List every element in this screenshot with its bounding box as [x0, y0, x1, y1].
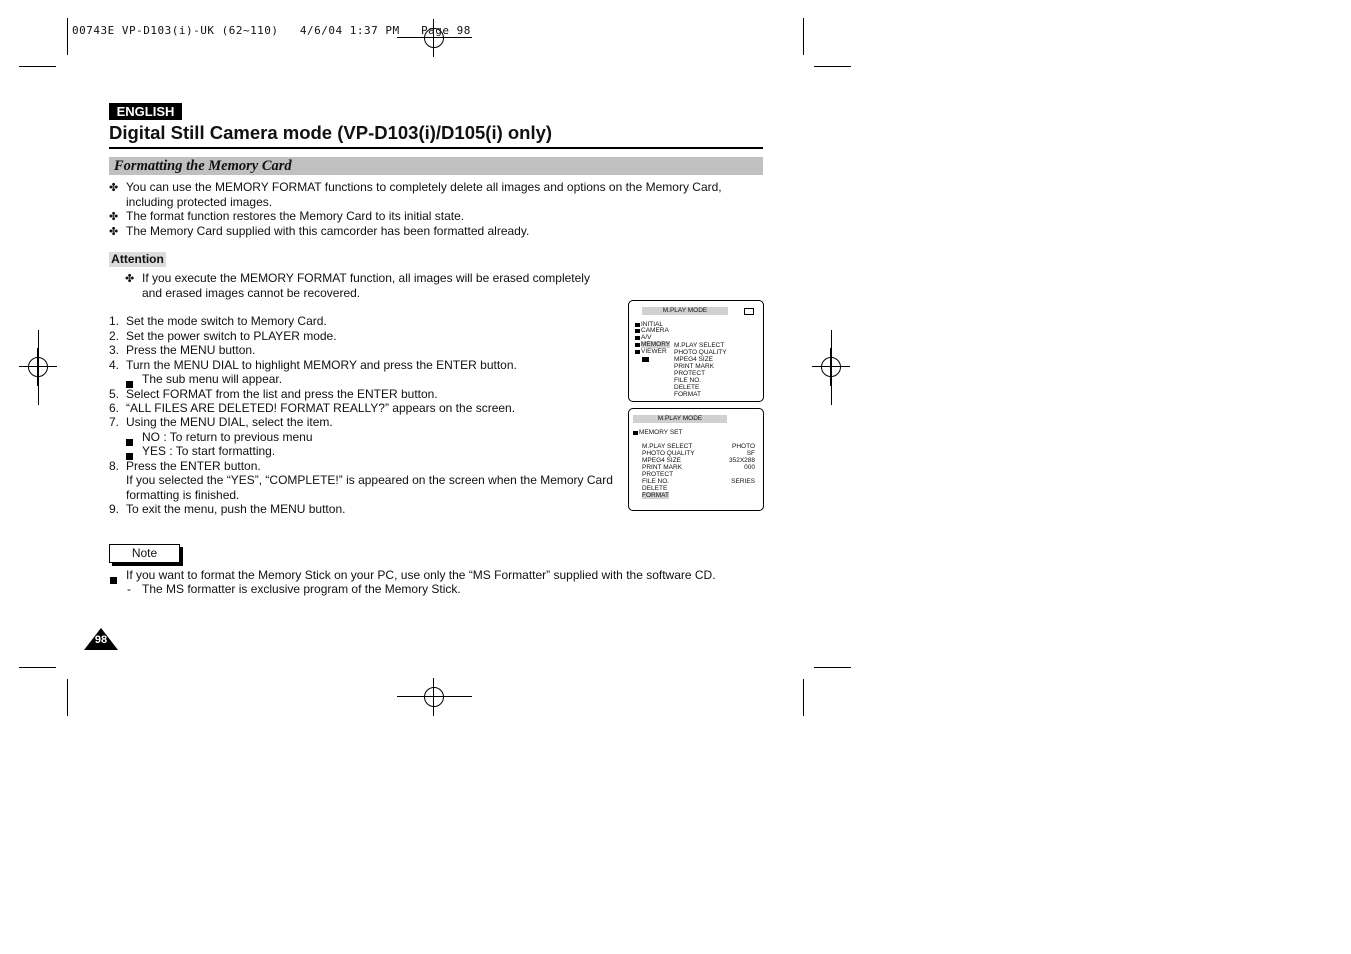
setting-label: FILE NO.	[642, 478, 670, 485]
menu-icon	[633, 431, 638, 435]
crop-mark	[397, 696, 472, 697]
note-dash: -	[127, 582, 131, 596]
crop-mark	[397, 37, 472, 38]
memory-set-screen-illustration	[628, 408, 764, 511]
setting-value: 000	[744, 464, 755, 471]
setting-label: M.PLAY SELECT	[642, 443, 693, 450]
crop-mark	[803, 18, 804, 55]
registration-mark	[415, 678, 453, 716]
step-number: 3.	[109, 343, 120, 357]
submenu-item: PROTECT	[674, 370, 706, 377]
menu-item: INITIAL	[641, 321, 664, 328]
submenu-item: FILE NO.	[674, 377, 702, 384]
setting-label-selected: FORMAT	[642, 492, 669, 499]
section-title: Formatting the Memory Card	[114, 158, 292, 174]
step-text: If you selected the “YES”, “COMPLETE!” is appeared on the screen when the Memory Card	[126, 473, 613, 487]
step-text: Press the ENTER button.	[126, 459, 261, 473]
submenu-item: PHOTO QUALITY	[674, 349, 727, 356]
step-text: Press the MENU button.	[126, 343, 256, 357]
setting-value: SERIES	[731, 478, 755, 485]
crop-mark	[831, 330, 832, 405]
step-text: formatting is finished.	[126, 488, 240, 502]
step-number: 7.	[109, 415, 120, 429]
step-text: Set the mode switch to Memory Card.	[126, 314, 327, 328]
crop-mark	[814, 667, 851, 668]
menu-item: VIEWER	[641, 348, 667, 355]
setting-value: SF	[746, 450, 755, 457]
menu-icon	[635, 343, 640, 347]
step-text: “ALL FILES ARE DELETED! FORMAT REALLY?” appears on the screen.	[126, 401, 516, 415]
bullet-icon: ✤	[109, 226, 119, 238]
crop-mark	[38, 330, 39, 405]
step-number: 5.	[109, 387, 120, 401]
step-number: 1.	[109, 314, 120, 328]
attention-text: If you execute the MEMORY FORMAT function, all images will be erased completely	[142, 271, 590, 285]
menu-item: CAMERA	[641, 327, 669, 334]
step-number: 8.	[109, 459, 120, 473]
step-subtext: YES : To start formatting.	[142, 444, 276, 458]
screen-header: M.PLAY MODE	[642, 307, 728, 315]
setting-label: PHOTO QUALITY	[642, 450, 695, 457]
step-number: 4.	[109, 358, 120, 372]
setting-value: PHOTO	[732, 443, 755, 450]
step-text: To exit the menu, push the MENU button.	[126, 502, 346, 516]
setting-label: MPEG4 SIZE	[642, 457, 682, 464]
bullet-icon: ✤	[125, 273, 135, 285]
crop-mark	[19, 667, 56, 668]
attention-label: Attention	[109, 252, 166, 267]
menu-item-selected: MEMORY	[641, 341, 671, 348]
menu-item: A/V	[641, 334, 652, 341]
card-icon	[744, 308, 754, 315]
note-text: If you want to format the Memory Stick on your PC, use only the “MS Formatter” supplied with the software CD.	[126, 568, 716, 582]
step-number: 6.	[109, 401, 120, 415]
crop-mark	[814, 66, 851, 67]
menu-screen-illustration	[628, 300, 764, 402]
bullet-icon: ✤	[109, 182, 119, 194]
intro-text: including protected images.	[126, 195, 273, 209]
step-subtext: NO : To return to previous menu	[142, 430, 313, 444]
intro-text: The format function restores the Memory Card to its initial state.	[126, 209, 465, 223]
submenu-item: PRINT MARK	[674, 363, 714, 370]
crop-mark	[67, 679, 68, 716]
print-slug: 00743E VP-D103(i)-UK (62~110) 4/6/04 1:37 PM Page 98	[72, 24, 471, 37]
setting-label: PROTECT	[642, 471, 674, 478]
crop-mark	[19, 66, 56, 67]
intro-text: You can use the MEMORY FORMAT functions to completely delete all images and options on the Memory Card,	[126, 180, 722, 194]
step-text: Select FORMAT from the list and press the ENTER button.	[126, 387, 438, 401]
step-text: Set the power switch to PLAYER mode.	[126, 329, 337, 343]
page-number: 98	[94, 634, 108, 646]
square-bullet-icon	[110, 571, 117, 589]
menu-icon	[635, 336, 640, 340]
submenu-item: DELETE	[674, 384, 700, 391]
menu-icon	[635, 350, 640, 354]
page-title: Digital Still Camera mode (VP-D103(i)/D105(i) only)	[109, 122, 553, 143]
step-number: 9.	[109, 502, 120, 516]
section-header	[109, 157, 763, 175]
menu-icon	[642, 357, 649, 362]
language-tab: ENGLISH	[109, 103, 182, 120]
submenu-item: M.PLAY SELECT	[674, 342, 725, 349]
crop-mark	[803, 679, 804, 716]
setting-label: PRINT MARK	[642, 464, 682, 471]
submenu-item: FORMAT	[674, 391, 701, 398]
screen-header: M.PLAY MODE	[633, 415, 727, 423]
note-subtext: The MS formatter is exclusive program of the Memory Stick.	[142, 582, 461, 596]
intro-text: The Memory Card supplied with this camcorder has been formatted already.	[126, 224, 530, 238]
note-label: Note	[109, 544, 180, 563]
setting-value: 352X288	[728, 457, 755, 464]
submenu-item: MPEG4 SIZE	[674, 356, 714, 363]
step-text: Turn the MENU DIAL to highlight MEMORY and press the ENTER button.	[126, 358, 517, 372]
title-divider	[109, 147, 763, 149]
step-subtext: The sub menu will appear.	[142, 372, 283, 386]
menu-icon	[635, 323, 640, 327]
screen-title: MEMORY SET	[639, 429, 683, 436]
step-text: Using the MENU DIAL, select the item.	[126, 415, 333, 429]
crop-mark	[67, 18, 68, 55]
attention-text: and erased images cannot be recovered.	[142, 286, 361, 300]
setting-label: DELETE	[642, 485, 668, 492]
step-number: 2.	[109, 329, 120, 343]
bullet-icon: ✤	[109, 211, 119, 223]
menu-icon	[635, 329, 640, 333]
